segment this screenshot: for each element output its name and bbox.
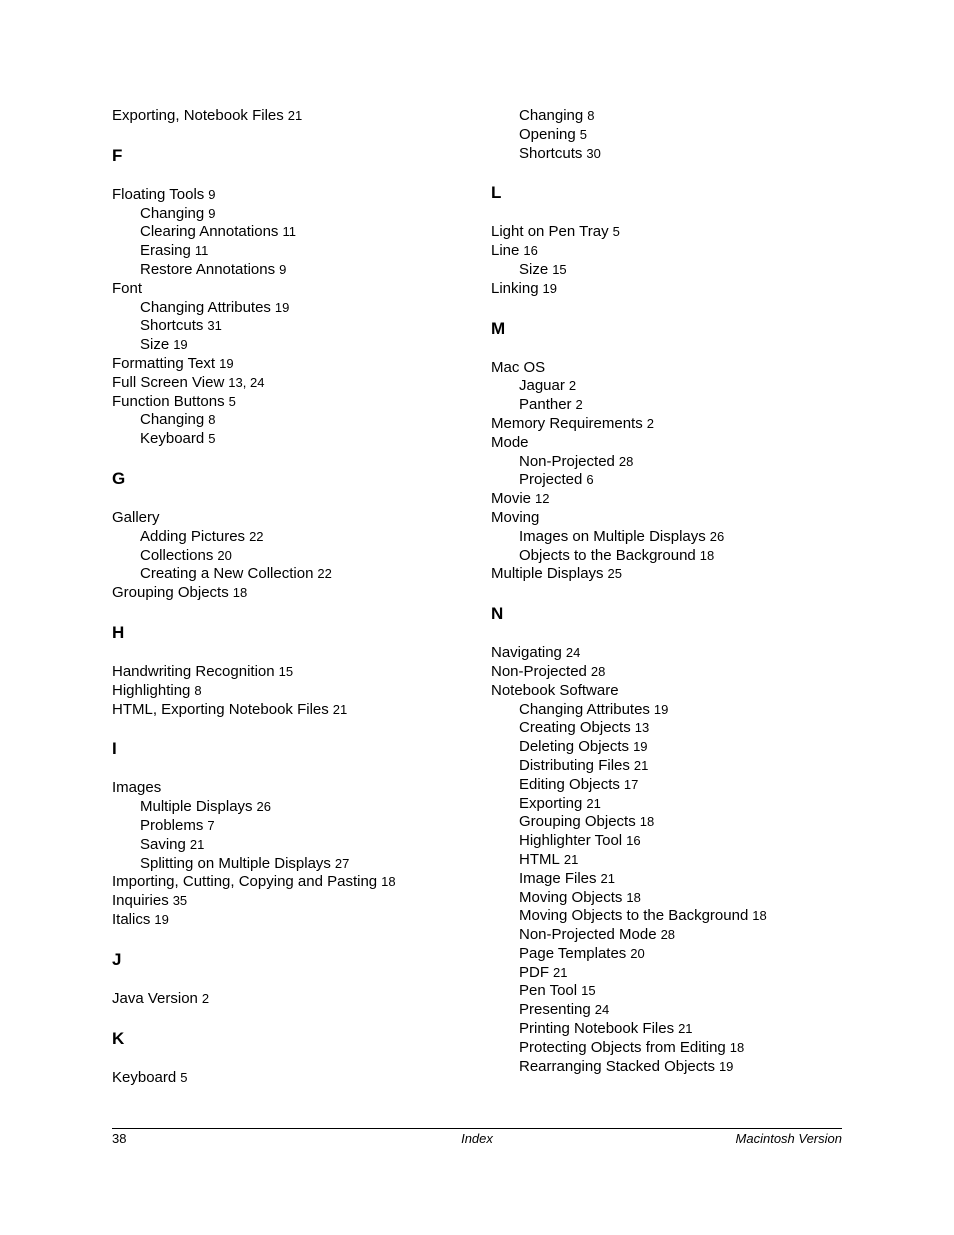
index-entry [112, 584, 482, 603]
index-term: Changing [140, 204, 205, 222]
index-term: Adding Pictures [140, 527, 246, 545]
index-term: Pen Tool [519, 982, 578, 1000]
index-page-ref: 26 [256, 799, 272, 815]
index-term: Changing [140, 411, 205, 429]
index-page-ref: 21 [633, 757, 649, 773]
index-page-ref: 2 [568, 378, 577, 394]
index-entry [491, 242, 861, 261]
index-page-ref: 30 [586, 145, 601, 161]
index-subentry [491, 701, 861, 720]
index-page-ref: 5 [208, 431, 216, 447]
index-subentry [491, 776, 861, 795]
index-term: Italics [112, 910, 151, 928]
index-entry [491, 509, 861, 528]
index-term: Changing [519, 107, 584, 124]
index-term: HTML, Exporting Notebook Files [112, 700, 329, 718]
index-term: Erasing [140, 242, 191, 260]
index-page-ref: 15 [552, 261, 567, 277]
index-entry [112, 911, 482, 930]
index-term: PDF [519, 963, 549, 981]
index-page-ref: 5 [180, 1069, 188, 1085]
index-subentry [491, 832, 861, 851]
index-page-ref: 5 [579, 126, 587, 142]
index-term: Creating Objects [519, 719, 631, 737]
index-term: Function Buttons [112, 392, 225, 410]
index-subentry [491, 396, 861, 415]
index-term: Java Version [112, 989, 198, 1007]
index-subentry [112, 411, 482, 430]
index-subentry [491, 528, 861, 547]
index-term: Exporting [519, 794, 583, 812]
index-entry [112, 509, 482, 528]
index-page-ref: 9 [208, 205, 216, 221]
index-term: Collections [140, 546, 214, 564]
index-entry [112, 682, 482, 701]
index-page-ref: 2 [201, 990, 210, 1006]
index-page-ref: 21 [189, 836, 205, 852]
index-entry [491, 565, 861, 584]
index-page-ref: 16 [523, 243, 538, 259]
index-subentry [491, 107, 861, 126]
index-term: Non-Projected [491, 662, 587, 680]
index-term: Mac OS [491, 358, 546, 376]
index-term: Multiple Displays [491, 565, 604, 583]
index-term: Image Files [519, 869, 597, 887]
index-page-ref: 7 [207, 817, 215, 833]
index-page-ref: 18 [232, 585, 248, 601]
index-term: Grouping Objects [519, 813, 636, 831]
index-subentry [112, 336, 482, 355]
index-term: Importing, Cutting, Copying and Pasting [112, 873, 378, 891]
index-entry [112, 779, 482, 798]
index-subentry [491, 795, 861, 814]
index-page-ref: 26 [709, 528, 725, 544]
index-page-ref: 18 [752, 908, 767, 924]
index-page-ref: 28 [590, 663, 606, 679]
index-subentry [112, 855, 482, 874]
index-term: Editing Objects [519, 775, 620, 793]
footer-version: Macintosh Version [735, 1131, 842, 1146]
index-entry [491, 415, 861, 434]
index-subentry [491, 547, 861, 566]
index-term: Restore Annotations [140, 260, 276, 278]
index-entry [112, 701, 482, 720]
index-subentry [112, 565, 482, 584]
index-page-ref: 9 [208, 186, 216, 202]
index-term: Keyboard [112, 1068, 177, 1086]
footer-divider [112, 1128, 842, 1129]
index-page-ref: 17 [623, 776, 639, 792]
index-page-ref: 21 [553, 964, 568, 980]
index-entry [112, 280, 482, 299]
index-subentry [491, 757, 861, 776]
index-page-ref: 5 [612, 224, 620, 240]
index-entry [491, 359, 861, 378]
index-term: Problems [140, 816, 204, 834]
index-term: Saving [140, 835, 186, 853]
index-page-ref: 21 [332, 701, 348, 717]
index-term: Multiple Displays [140, 798, 253, 816]
index-term: Exporting, Notebook Files [112, 107, 284, 124]
index-page-ref: 13, 24 [228, 374, 265, 390]
index-term: Notebook Software [491, 681, 619, 699]
index-page-ref: 27 [334, 855, 350, 871]
index-term: Panther [519, 396, 572, 414]
index-page-ref: 5 [228, 393, 236, 409]
index-term: Handwriting Recognition [112, 662, 275, 680]
index-page-ref: 21 [600, 870, 615, 886]
index-subentry [491, 453, 861, 472]
index-page-ref: 25 [607, 566, 623, 582]
index-entry [112, 663, 482, 682]
index-page-ref: 15 [278, 663, 294, 679]
index-page-ref: 19 [718, 1058, 734, 1074]
index-column-left [112, 107, 482, 1087]
index-letter-heading: F [112, 145, 123, 165]
index-entry [491, 490, 861, 509]
index-page-ref: 21 [287, 108, 303, 123]
index-term: Highlighter Tool [519, 832, 623, 850]
index-term: Floating Tools [112, 185, 205, 203]
index-term: Movie [491, 490, 532, 508]
index-subentry [491, 907, 861, 926]
index-term: Page Templates [519, 944, 627, 962]
index-page-ref: 22 [249, 528, 264, 544]
index-entry [491, 223, 861, 242]
footer-page-number: 38 [112, 1131, 127, 1146]
index-page-ref: 19 [154, 911, 169, 927]
index-subentry [491, 1001, 861, 1020]
index-term: Highlighting [112, 681, 191, 699]
index-subentry [112, 223, 482, 242]
index-term: Projected [519, 471, 583, 489]
index-term: Linking [491, 279, 539, 297]
index-page-ref: 8 [587, 108, 595, 123]
index-page-ref: 21 [678, 1021, 693, 1037]
index-page-ref: 11 [282, 224, 296, 240]
index-page-ref: 12 [535, 491, 550, 507]
index-term: Jaguar [519, 377, 565, 395]
index-page-ref: 15 [581, 983, 596, 999]
index-term: Rearranging Stacked Objects [519, 1057, 715, 1075]
index-page-ref: 19 [633, 739, 648, 755]
index-subentry [112, 528, 482, 547]
index-page-ref: 16 [626, 833, 641, 849]
index-page-ref: 8 [208, 412, 216, 428]
index-page-ref: 28 [618, 453, 634, 469]
index-term: Deleting Objects [519, 738, 630, 756]
index-subentry [112, 798, 482, 817]
index-entry [491, 280, 861, 299]
index-letter-heading: J [112, 949, 122, 969]
index-term: Shortcuts [519, 144, 583, 162]
index-subentry [491, 982, 861, 1001]
index-page-ref: 28 [660, 927, 676, 943]
index-subentry [491, 261, 861, 280]
index-term: Gallery [112, 508, 160, 526]
index-letter-heading: G [112, 468, 126, 488]
index-subentry [491, 945, 861, 964]
index-subentry [491, 126, 861, 145]
index-page-ref: 18 [699, 547, 715, 563]
index-subentry [112, 299, 482, 318]
index-letter-heading: K [112, 1028, 125, 1048]
index-subentry [491, 377, 861, 396]
index-entry [491, 663, 861, 682]
index-subentry [112, 430, 482, 449]
index-term: Moving Objects to the Background [519, 907, 749, 925]
index-term: Full Screen View [112, 373, 225, 391]
index-term: Protecting Objects from Editing [519, 1038, 726, 1056]
index-page-ref: 21 [586, 795, 601, 811]
index-term: Grouping Objects [112, 584, 229, 602]
index-term: Memory Requirements [491, 414, 643, 432]
index-entry [112, 355, 482, 374]
index-entry [112, 1069, 482, 1088]
index-term: Clearing Annotations [140, 223, 279, 241]
index-term: Line [491, 242, 520, 260]
index-entry [112, 186, 482, 205]
index-term: Images [112, 779, 162, 797]
index-page-ref: 18 [639, 814, 655, 830]
index-page-ref: 19 [653, 701, 669, 717]
index-term: Formatting Text [112, 354, 216, 372]
index-subentry [491, 870, 861, 889]
index-page-ref: 13 [634, 720, 650, 736]
index-term: Presenting [519, 1001, 591, 1019]
index-page-ref: 35 [172, 893, 188, 909]
index-subentry [491, 145, 861, 164]
index-term: Moving [491, 508, 540, 526]
index-subentry [112, 817, 482, 836]
index-subentry [491, 964, 861, 983]
index-subentry [491, 926, 861, 945]
index-subentry [112, 836, 482, 855]
index-subentry [491, 471, 861, 490]
footer-section-title: Index [461, 1131, 493, 1146]
index-letter-heading: M [491, 318, 506, 338]
index-subentry [491, 889, 861, 908]
index-page-ref: 20 [217, 547, 232, 563]
index-page-ref: 20 [630, 945, 645, 961]
index-page-ref: 2 [575, 397, 583, 413]
index-term: Splitting on Multiple Displays [140, 854, 331, 872]
index-page-ref: 9 [279, 261, 287, 277]
index-subentry [112, 242, 482, 261]
index-page-ref: 19 [173, 337, 188, 353]
index-letter-heading: I [112, 739, 117, 759]
index-term: Navigating [491, 644, 562, 662]
index-page-ref: 22 [317, 566, 332, 582]
index-term: Light on Pen Tray [491, 223, 609, 241]
index-page-ref: 11 [194, 243, 209, 259]
index-entry [112, 873, 482, 892]
index-page-ref: 24 [594, 1002, 610, 1018]
index-entry [491, 682, 861, 701]
index-term: HTML [519, 850, 560, 868]
index-term: Size [519, 260, 549, 278]
index-page-ref: 18 [381, 874, 396, 890]
index-term: Changing Attributes [519, 700, 650, 718]
index-term: Distributing Files [519, 756, 630, 774]
index-term: Moving Objects [519, 888, 623, 906]
index-subentry [491, 719, 861, 738]
index-page-ref: 19 [274, 299, 290, 315]
index-column-right [491, 107, 861, 1076]
index-entry [112, 990, 482, 1009]
index-entry [112, 107, 482, 126]
index-term: Shortcuts [140, 317, 204, 335]
index-term: Font [112, 279, 143, 297]
index-page-ref: 19 [542, 280, 558, 296]
index-term: Size [140, 336, 170, 354]
index-term: Non-Projected [519, 452, 615, 470]
index-page-ref: 18 [729, 1039, 745, 1055]
index-page-ref: 21 [563, 851, 579, 867]
index-term: Mode [491, 433, 529, 451]
index-page-ref: 19 [219, 355, 234, 371]
index-entry [112, 374, 482, 393]
index-subentry [112, 547, 482, 566]
index-subentry [491, 738, 861, 757]
index-term: Non-Projected Mode [519, 926, 657, 944]
index-term: Creating a New Collection [140, 565, 314, 583]
index-page-ref: 2 [646, 415, 654, 431]
index-term: Opening [519, 125, 576, 143]
index-subentry [491, 851, 861, 870]
index-entry [491, 644, 861, 663]
index-page-ref: 6 [586, 472, 594, 488]
index-letter-heading: N [491, 604, 504, 624]
index-entry [112, 892, 482, 911]
index-term: Objects to the Background [519, 546, 696, 564]
index-term: Images on Multiple Displays [519, 527, 706, 545]
index-term: Changing Attributes [140, 298, 271, 316]
index-term: Keyboard [140, 430, 205, 448]
index-page-ref: 24 [565, 645, 581, 661]
index-page-ref: 18 [626, 889, 641, 905]
index-letter-heading: H [112, 622, 125, 642]
index-page-ref: 8 [194, 682, 202, 698]
index-subentry [491, 813, 861, 832]
index-entry [112, 393, 482, 412]
index-letter-heading: L [491, 183, 502, 203]
index-term: Inquiries [112, 892, 169, 910]
index-subentry [112, 261, 482, 280]
index-subentry [491, 1039, 861, 1058]
index-subentry [491, 1020, 861, 1039]
index-subentry [491, 1058, 861, 1077]
index-entry [491, 434, 861, 453]
index-term: Printing Notebook Files [519, 1020, 675, 1038]
index-page-ref: 31 [207, 318, 222, 334]
index-subentry [112, 317, 482, 336]
index-subentry [112, 205, 482, 224]
